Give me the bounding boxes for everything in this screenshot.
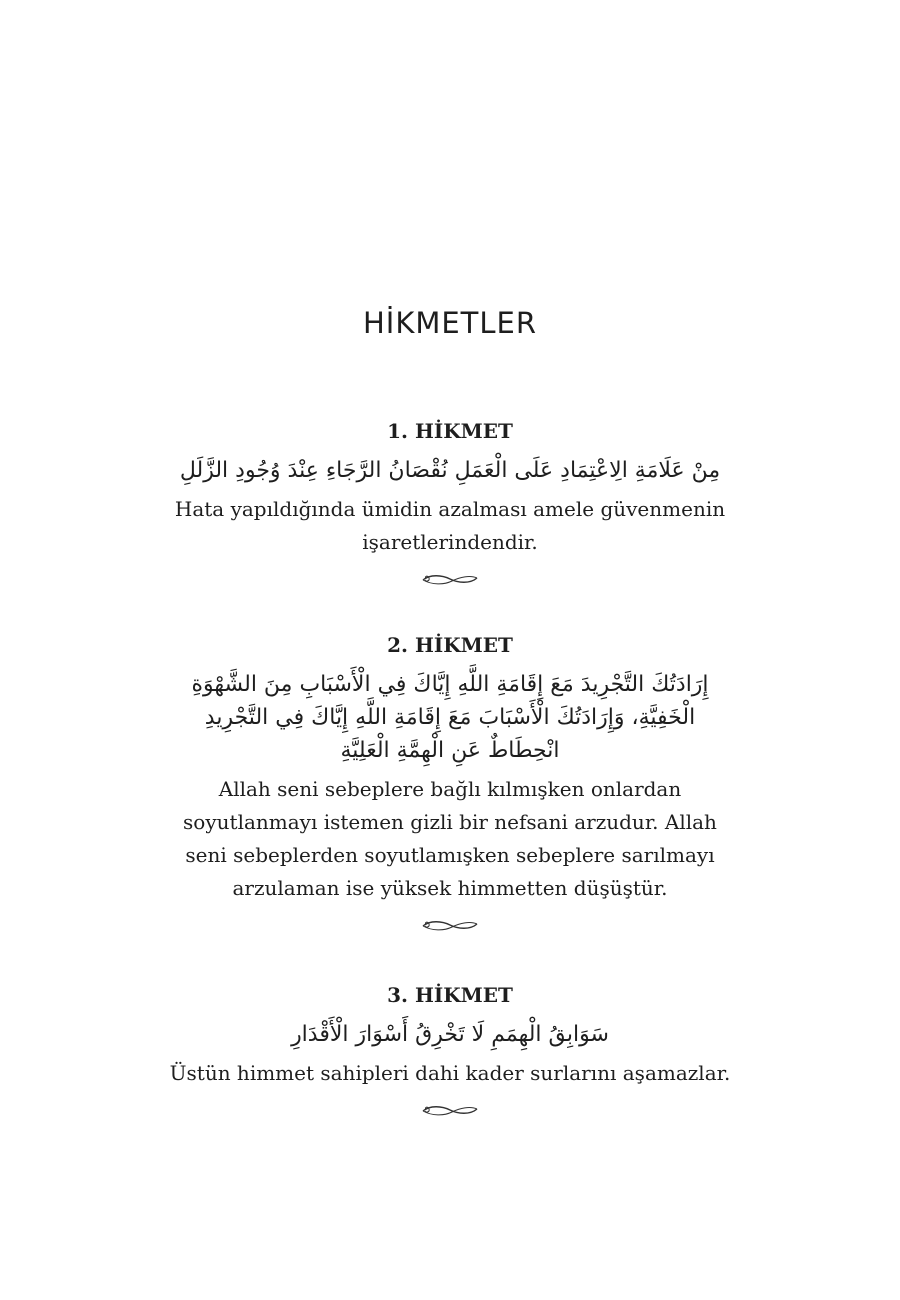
page-title: HİKMETLER <box>362 306 538 340</box>
hikmet-heading: 1. HİKMET <box>387 419 513 443</box>
hikmet-heading: 3. HİKMET <box>387 983 513 1007</box>
arabic-text: سَوَابِقُ الْهِمَمِ لَا تَخْرِقُ أَسْوَارَ الْأَقْدَارِ <box>291 1022 609 1047</box>
hikmet-section-1 <box>0 418 900 589</box>
hikmet-heading: 2. HİKMET <box>387 633 513 657</box>
translation-text: Hata yapıldığında ümidin azalması amele güvenmenin işaretlerindendir. <box>174 497 726 554</box>
translation-text: Üstün himmet sahipleri dahi kader surlarını aşamazlar. <box>169 1061 731 1085</box>
translation-text: Allah seni sebeplere bağlı kılmışken onlardan soyutlanmayı istemen gizli bir nefsani arzudur. Allah seni sebeplerden soyutlamışken sebeplere sarılmayı arzulaman ise yüksek himmetten düşüştür. <box>183 777 717 900</box>
arabic-text: إِرَادَتُكَ التَّجْرِيدَ مَعَ إِقَامَةِ اللَّهِ إِيَّاكَ فِي الْأَسْبَابِ مِنَ الشَّهْوَةِ الْخَفِيَّةِ، وَإِرَادَتُكَ الْأَسْبَابَ مَعَ إِقَامَةِ اللَّهِ إِيَّاكَ فِي التَّجْرِيدِ انْحِطَاطٌ عَنِ الْهِمَّةِ الْعَلِيَّةِ <box>191 672 709 763</box>
arabic-text: مِنْ عَلَامَةِ الِاعْتِمَادِ عَلَى الْعَمَلِ نُقْصَانُ الرَّجَاءِ عِنْدَ وُجُودِ الزَّلَلِ <box>179 458 721 483</box>
ornament-divider-icon <box>420 1102 480 1120</box>
hikmet-section-3 <box>0 982 900 1120</box>
ornament-divider-icon <box>420 917 480 935</box>
hikmet-section-2 <box>0 632 900 935</box>
ornament-divider-icon <box>420 571 480 589</box>
